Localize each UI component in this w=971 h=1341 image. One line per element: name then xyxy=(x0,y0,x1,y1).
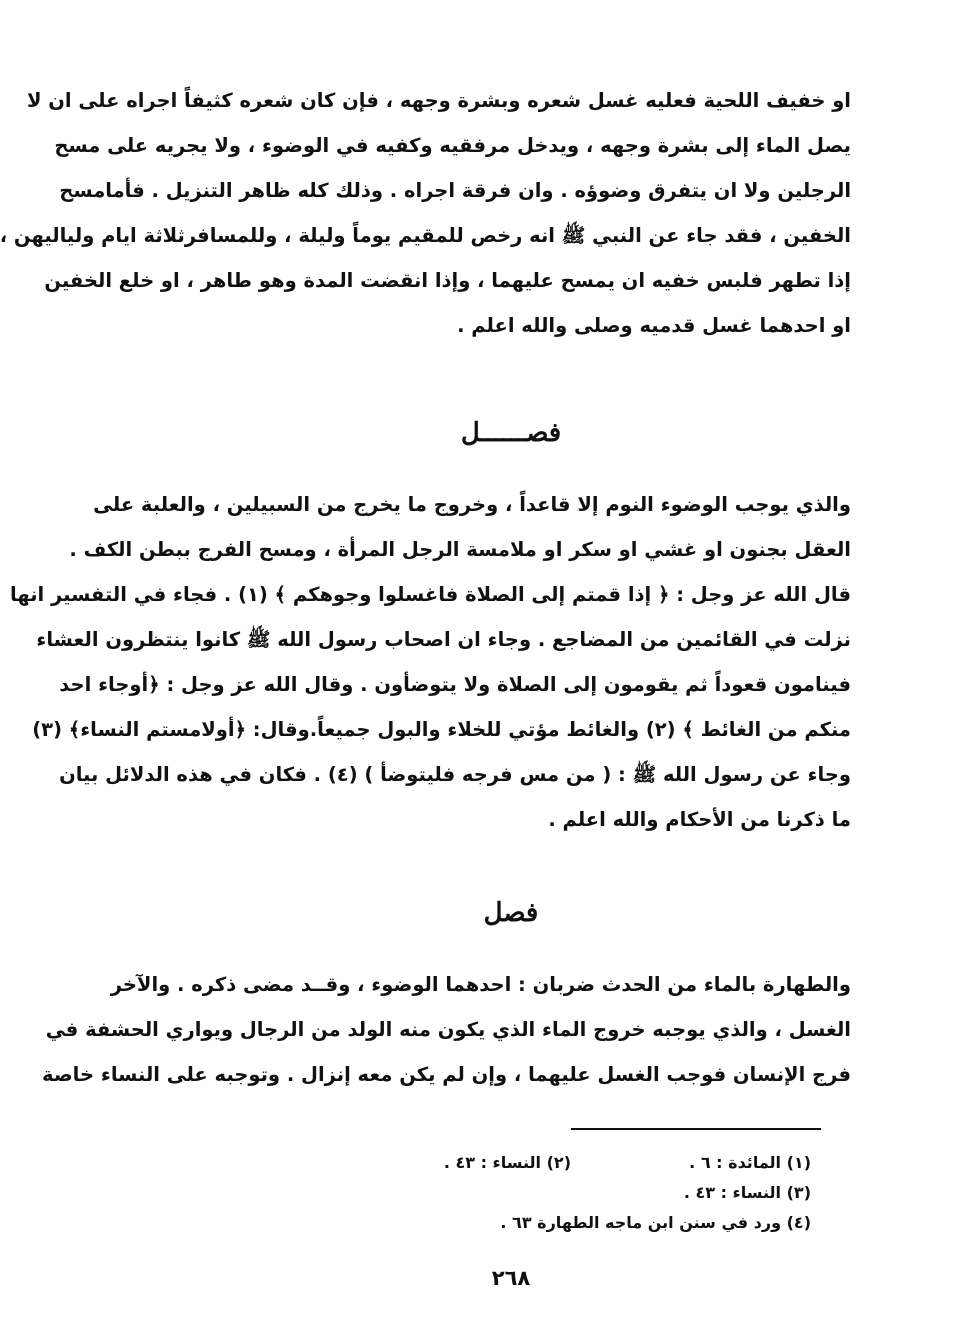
text-line: قال الله عز وجل : ﴿ إذا قمتم إلى الصلاة فاغسلوا وجوهكم ﴾ (١) . فجاء في التفسير انها xyxy=(10,583,851,606)
section-heading: فصل xyxy=(483,898,539,928)
text-line: الغسل ، والذي يوجبه خروج الماء الذي يكون منه الولد من الرجال ويواري الحشفة في xyxy=(45,1018,851,1041)
paragraph-wudu-beard xyxy=(0,78,851,348)
footnote-divider xyxy=(571,1128,821,1130)
text-line: او احدهما غسل قدميه وصلى والله اعلم . xyxy=(457,314,851,337)
footnotes xyxy=(371,1148,811,1238)
text-line: والذي يوجب الوضوء النوم إلا قاعداً ، وخروج ما يخرج من السبيلين ، والعلبة على xyxy=(93,493,851,516)
section-heading: فصــــــل xyxy=(460,418,562,448)
text-line: الرجلين ولا ان يتفرق وضوؤه . وان فرقة اجراه . وذلك كله ظاهر التنزيل . فأمامسح xyxy=(59,179,851,202)
text-line: العقل بجنون او غشي او سكر او ملامسة الرجل المرأة ، ومسح الفرج ببطن الكف . xyxy=(69,538,851,561)
text-line: فينامون قعوداً ثم يقومون إلى الصلاة ولا يتوضأون . وقال الله عز وجل : ﴿أوجاء احد xyxy=(59,673,851,696)
footnote-row xyxy=(371,1148,811,1178)
text-line: إذا تطهر فلبس خفيه ان يمسح عليهما ، وإذا انقضت المدة وهو طاهر ، او خلع الخفين xyxy=(44,269,851,292)
footnote-2: (٢) النساء : ٤٣ . xyxy=(443,1153,571,1172)
text-line: او خفيف اللحية فعليه غسل شعره وبشرة وجهه ، فإن كان شعره كثيفاً اجراه على ان لا xyxy=(26,89,851,112)
footnote-3: (٣) النساء : ٤٣ . xyxy=(683,1183,811,1202)
text-line: وجاء عن رسول الله ﷺ : ( من مس فرجه فليتوضأ ) (٤) . فكان في هذه الدلائل بيان xyxy=(59,763,851,786)
footnote-row xyxy=(371,1178,811,1208)
text-line: والطهارة بالماء من الحدث ضربان : احدهما الوضوء ، وقــد مضى ذكره . والآخر xyxy=(110,973,851,996)
paragraph-ghusl xyxy=(42,962,851,1097)
text-line: الخفين ، فقد جاء عن النبي ﷺ انه رخص للمقيم يوماً وليلة ، وللمسافرثلاثة ايام ولياليهن ، xyxy=(0,224,851,247)
text-line: فرج الإنسان فوجب الغسل عليهما ، وإن لم يكن معه إنزال . وتوجبه على النساء خاصة xyxy=(42,1063,851,1086)
paragraph-wudu-nullifiers xyxy=(10,482,851,842)
footnote-1: (١) المائدة : ٦ . xyxy=(689,1153,811,1172)
page-number: ٢٦٨ xyxy=(491,1266,531,1290)
text-line: ما ذكرنا من الأحكام والله اعلم . xyxy=(548,808,851,831)
footnote-row xyxy=(371,1208,811,1238)
footnote-4: (٤) ورد في سنن ابن ماجه الطهارة ٦٣ . xyxy=(500,1213,811,1232)
text-line: منكم من الغائط ﴾ (٢) والغائط مؤتي للخلاء والبول جميعاً.وقال: ﴿أولامستم النساء﴾ (٣) xyxy=(32,718,851,741)
text-line: يصل الماء إلى بشرة وجهه ، ويدخل مرفقيه وكفيه في الوضوء ، ولا يجريه على مسح xyxy=(54,134,851,157)
text-line: نزلت في القائمين من المضاجع . وجاء ان اصحاب رسول الله ﷺ كانوا ينتظرون العشاء xyxy=(36,628,851,651)
